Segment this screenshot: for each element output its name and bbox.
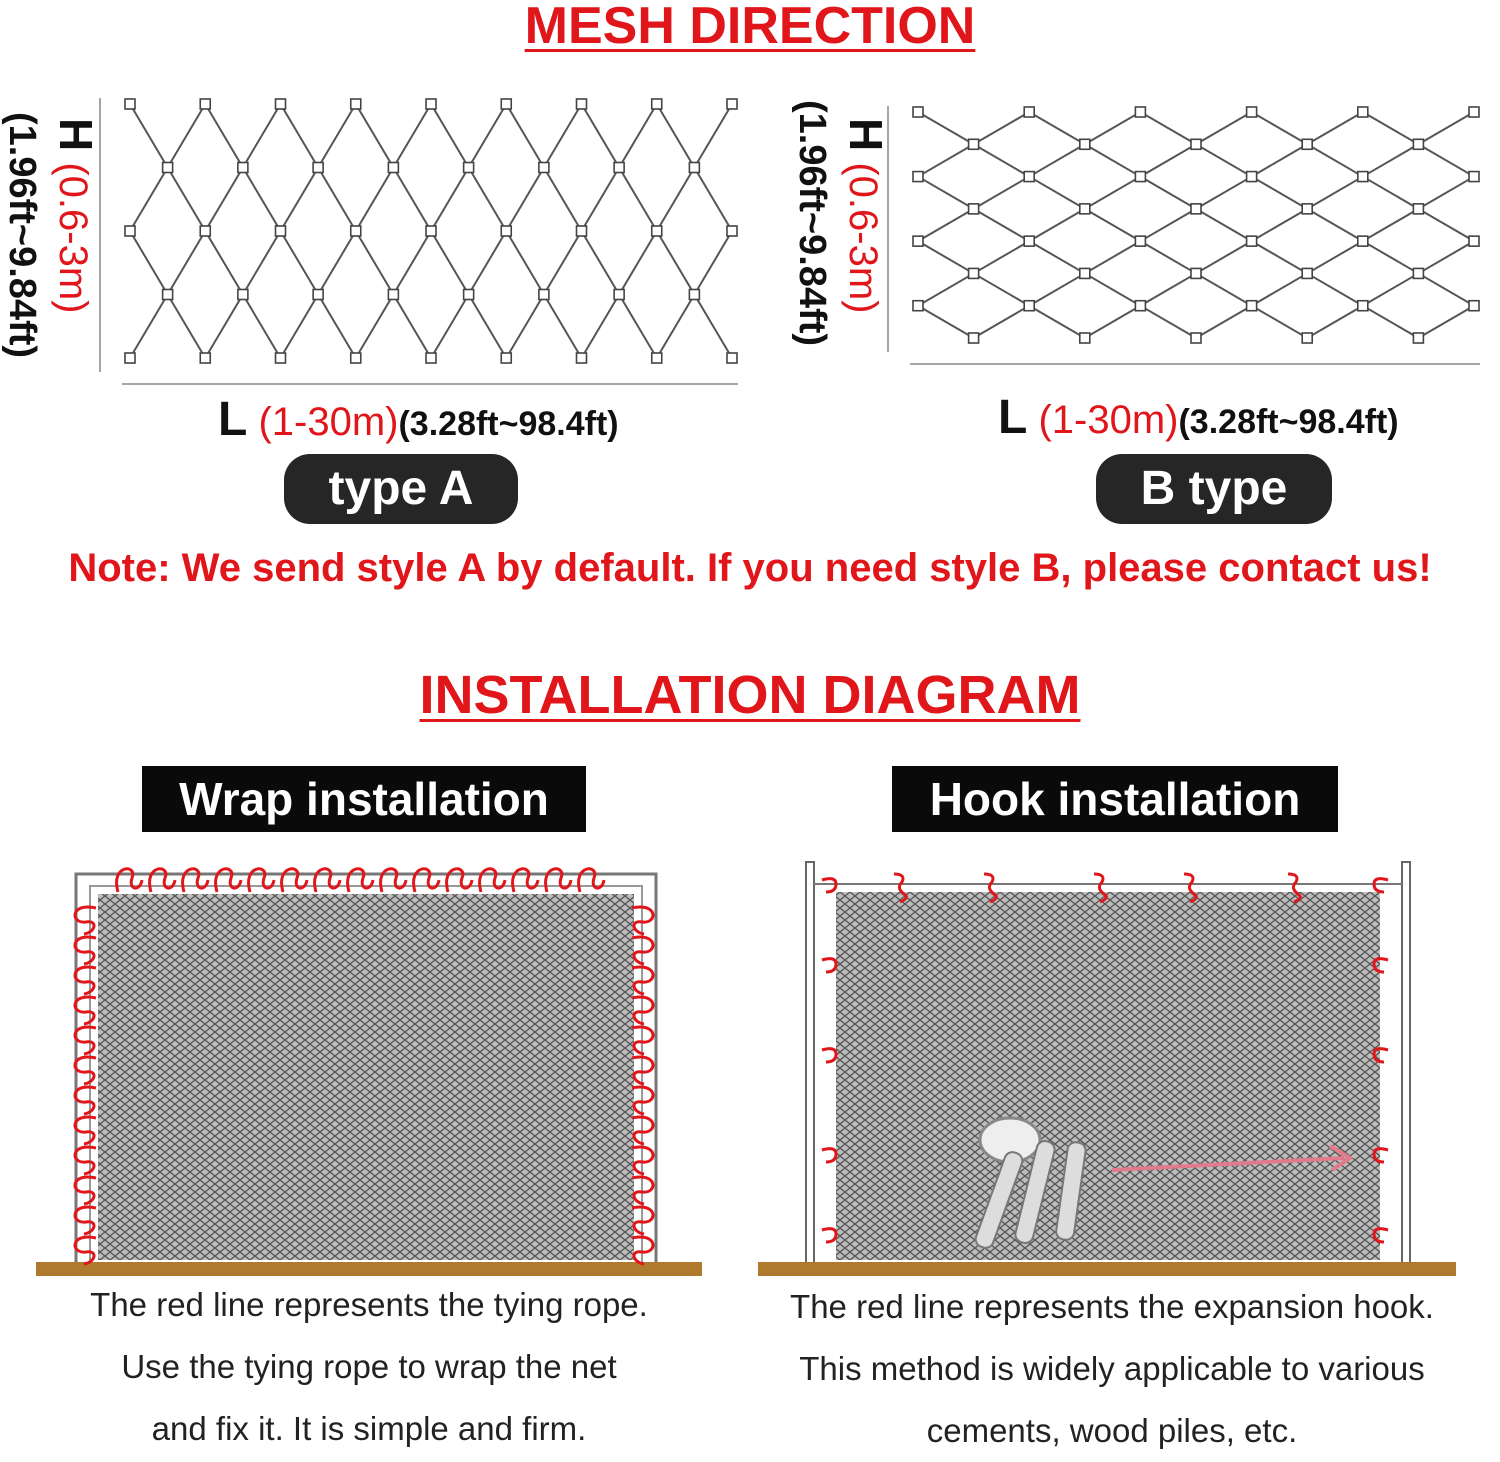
type-a-length-letter: L [218, 393, 248, 446]
default-style-note: Note: We send style A by default. If you need style B, please contact us! [68, 546, 1432, 590]
mesh-direction-title: MESH DIRECTION [524, 0, 976, 55]
type-a-length-imperial: (3.28ft~98.4ft) [398, 405, 619, 443]
hook-post-right [1402, 862, 1410, 1266]
type-a-length-metric: (1-30m) [258, 400, 399, 444]
hook-left [822, 1149, 836, 1162]
wrap-caption-line-2: Use the tying rope to wrap the net [121, 1348, 617, 1385]
installation-diagram-title: INSTALLATION DIAGRAM [419, 665, 1081, 725]
hook-caption [758, 1276, 1466, 1462]
wrap-caption-line-3: and fix it. It is simple and firm. [151, 1410, 587, 1447]
type-b-badge: B type [1096, 454, 1332, 524]
hook-installation-label: Hook installation [892, 766, 1338, 832]
hook-left [822, 1229, 836, 1242]
hook-caption-line-2: This method is widely applicable to various [799, 1350, 1425, 1387]
type-a-height-letter: H [50, 118, 102, 152]
type-b-height-letter: H [840, 118, 892, 152]
hook-left [822, 879, 836, 892]
hook-caption-line-3: cements, wood piles, etc. [926, 1412, 1298, 1449]
type-a-height-metric: (0.6-3m) [51, 162, 95, 314]
hook-caption-line-1: The red line represents the expansion hook. [790, 1288, 1434, 1325]
wrap-caption-line-1: The red line represents the tying rope. [90, 1286, 648, 1323]
type-a-height-imperial: (1.96ft~9.84ft) [1, 112, 43, 359]
hook-net [836, 892, 1380, 1260]
type-b-height-metric: (0.6-3m) [841, 162, 885, 314]
type-b-length-metric: (1-30m) [1038, 398, 1179, 442]
wrap-installation-label: Wrap installation [142, 766, 586, 832]
hook-ground [758, 1262, 1456, 1276]
hook-left [822, 1049, 836, 1062]
hook-right [1374, 879, 1388, 892]
type-b-height-imperial: (1.96ft~9.84ft) [791, 100, 833, 347]
type-b-length-letter: L [998, 391, 1028, 444]
hook-post-left [806, 862, 814, 1266]
hook-left [822, 959, 836, 972]
type-a-badge: type A [284, 454, 518, 524]
wrap-caption [36, 1274, 702, 1460]
type-b-length-imperial: (3.28ft~98.4ft) [1178, 403, 1399, 441]
